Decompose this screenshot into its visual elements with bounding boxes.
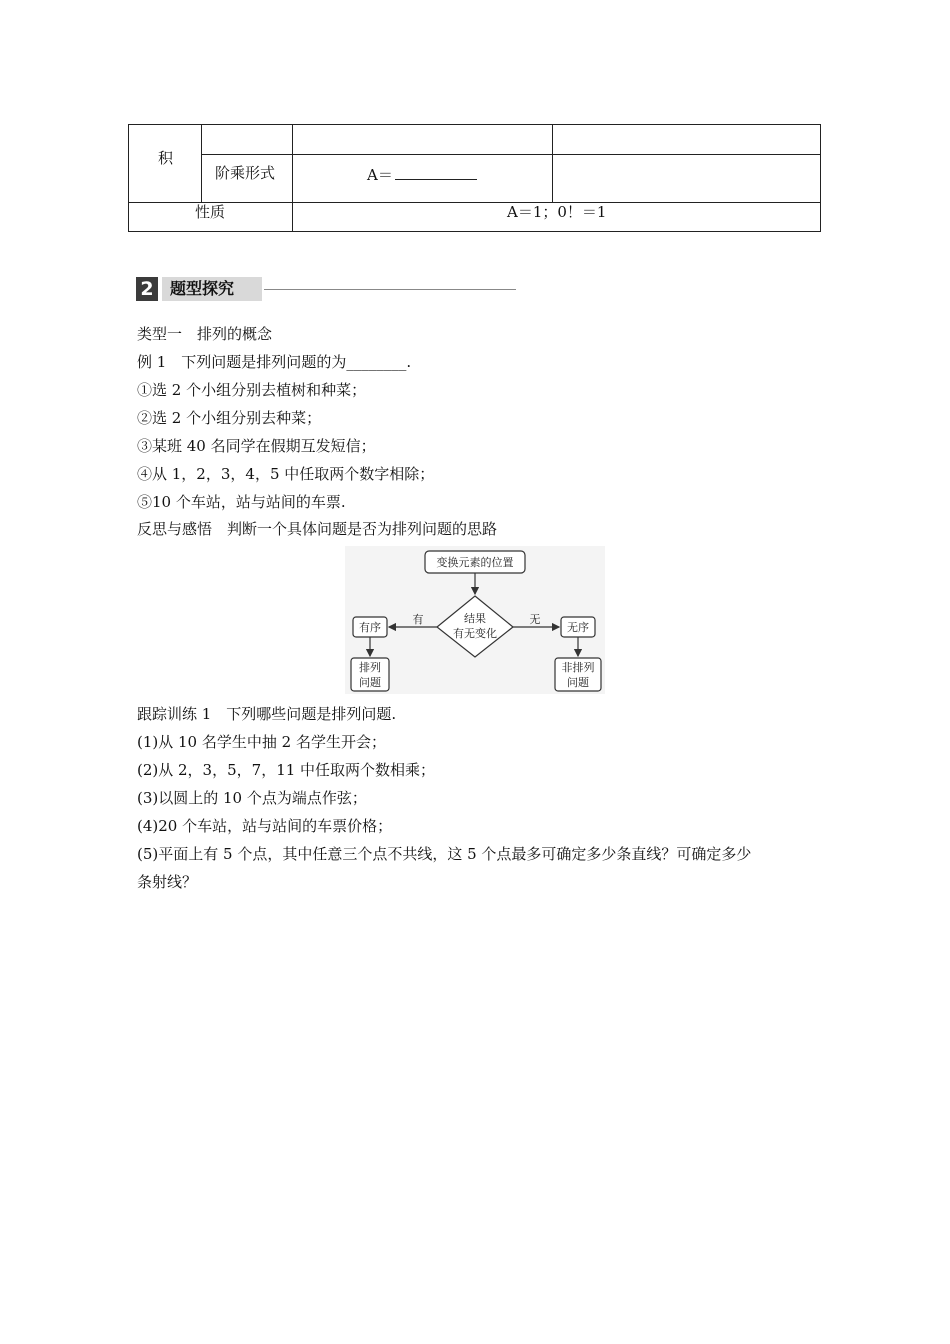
table-rule (129, 202, 820, 203)
flow-unordered-text: 无序 (567, 621, 589, 634)
row-label-product: 积 (158, 149, 174, 167)
list-item: (1)从 10 名学生中抽 2 名学生开会； (137, 733, 386, 751)
flowchart (345, 546, 605, 698)
list-item: ②选 2 个小组分别去种菜； (137, 409, 322, 427)
example-question: 例 1 下列问题是排列问题的为________. (137, 353, 412, 371)
row-label-factorial: 阶乘形式 (215, 164, 276, 182)
factorial-formula-text: A＝ (367, 166, 393, 184)
list-item: (4)20 个车站，站与站间的车票价格； (137, 817, 393, 835)
flow-non-permutation-line1: 非排列 (561, 661, 595, 674)
table-rule (292, 125, 293, 231)
reflection-heading: 反思与感悟 判断一个具体问题是否为排列问题的思路 (137, 520, 498, 538)
practice-heading: 跟踪训练 1 下列哪些问题是排列问题. (137, 705, 397, 723)
summary-table (128, 124, 821, 232)
section-number: 2 (136, 277, 158, 301)
flow-decision-line2: 有无变化 (453, 627, 497, 640)
flow-top-text: 变换元素的位置 (436, 556, 514, 569)
flow-left-edge-label: 有 (412, 613, 424, 626)
list-item: ③某班 40 名同学在假期互发短信； (137, 437, 376, 455)
table-rule (201, 125, 202, 202)
list-item: (3)以圆上的 10 个点为端点作弦； (137, 789, 367, 807)
flow-non-permutation-line2: 问题 (567, 676, 589, 689)
table-rule (201, 154, 820, 155)
table-rule (552, 125, 553, 202)
list-item: ①选 2 个小组分别去植树和种菜； (137, 381, 367, 399)
property-label: 性质 (195, 203, 226, 221)
type-heading: 类型一 排列的概念 (137, 325, 273, 343)
list-item: ④从 1，2，3，4，5 中任取两个数字相除； (137, 465, 435, 483)
list-item: ⑤10 个车站，站与站间的车票. (137, 493, 346, 511)
property-value: A＝1；0！＝1 (507, 203, 607, 221)
flow-permutation-line2: 问题 (359, 676, 381, 689)
flow-right-edge-label: 无 (529, 613, 541, 626)
list-item: (5)平面上有 5 个点，其中任意三个点不共线，这 5 个点最多可确定多少条直线？可确定多少 (137, 845, 752, 863)
flow-decision-line1: 结果 (464, 612, 486, 625)
section-title: 题型探究 (162, 277, 262, 301)
list-item: (2)从 2，3，5，7，11 中任取两个数相乘； (137, 761, 436, 779)
list-item-continuation: 条射线？ (137, 873, 198, 891)
factorial-formula (367, 165, 477, 184)
flow-permutation-line1: 排列 (359, 661, 381, 674)
flowchart-svg (345, 546, 605, 694)
answer-blank (395, 165, 477, 180)
section-divider (264, 289, 516, 290)
flow-ordered-text: 有序 (359, 621, 381, 634)
